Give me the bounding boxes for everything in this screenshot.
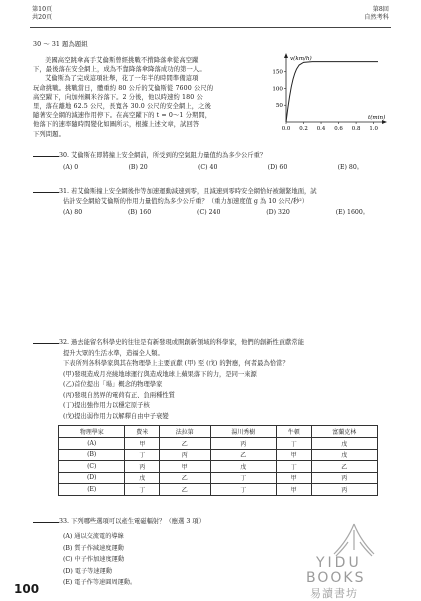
table-cell: (A) [59, 438, 125, 450]
passage-line: 隨著安全網的減速作用停下。在高空躍下的 t = 0～1 分期間， [33, 112, 212, 120]
option-b[interactable]: (B) 160 [128, 209, 152, 216]
option-d[interactable]: (D) 60 [267, 164, 288, 171]
table-row[interactable] [59, 438, 378, 450]
passage-line: 高空躍下，向加州鋼米谷落下。2 分後，他以時速約 180 公 [33, 93, 203, 101]
table-cell: (E) [59, 484, 125, 496]
option-b[interactable]: (B) 20 [128, 164, 148, 171]
option-b[interactable]: (B) 質子作減速度運動 [63, 544, 124, 552]
x-tick-label: 0.0 [281, 126, 291, 132]
page-total: 共20頁 [32, 14, 53, 21]
option-c[interactable]: (C) 240 [197, 209, 221, 216]
passage-line: 下，最後落在安全網上，成為不靠降落傘降落成功的第一人。 [33, 66, 206, 74]
table-row[interactable] [59, 484, 378, 496]
table-cell: 丁 [276, 461, 311, 473]
exam-subject: 自然考科 [364, 14, 389, 21]
exam-round: 第8回 [372, 6, 389, 13]
y-tick-label: 100 [272, 86, 283, 93]
answer-blank-33[interactable] [33, 516, 59, 523]
page-counter: 第10頁 [32, 6, 53, 13]
table-cell: 甲 [276, 449, 311, 461]
option-e[interactable]: (E) 1600。 [335, 209, 369, 216]
option-d[interactable]: (D) 電子等速運動 [63, 567, 112, 575]
section-title: 30 ～ 31 題為題組 [33, 41, 88, 48]
question-32-line: 下表所列各科學家與其在物理學上主要貢獻 (甲) 至 (戊) 的對應，何者最為恰當？ [63, 360, 289, 367]
table-cell: 甲 [160, 461, 211, 473]
watermark-line-2: BOOKS [306, 570, 366, 586]
table-cell: 丁 [276, 438, 311, 450]
table-header-cell: 費米 [125, 426, 160, 438]
header-left [32, 6, 52, 22]
contribution-yi: (乙)首位提出「場」概念的物理學家 [63, 381, 163, 388]
passage-line: 里，落在離地 62.5 公尺，長寬各 30.0 公尺的安全網上，之後 [33, 103, 211, 111]
header-divider [30, 27, 391, 28]
table-cell: 戊 [125, 472, 160, 484]
question-33 [33, 516, 205, 527]
table-cell: (C) [59, 461, 125, 473]
option-a[interactable]: (A) 80 [63, 209, 83, 216]
contribution-jia: (甲)發現造成月亮繞地球運行與造成地球上蘋果落下的力，是同一來源 [63, 370, 257, 378]
table-cell: (B) [59, 449, 125, 461]
velocity-curve [286, 62, 378, 122]
question-31 [33, 186, 317, 206]
table-cell: (D) [59, 472, 125, 484]
question-32 [33, 337, 304, 422]
graph-axes [284, 53, 387, 124]
table-cell: 甲 [276, 484, 311, 496]
answer-blank-32[interactable] [33, 337, 59, 344]
header-right [364, 6, 389, 22]
option-a[interactable]: (A) 通以交流電的導線 [63, 533, 124, 540]
table-cell: 丙 [125, 461, 160, 473]
table-cell: 丁 [210, 472, 276, 484]
question-32-line: 提升大眾的生活水準，造福全人類。 [63, 349, 164, 357]
table-cell: 丙 [311, 472, 378, 484]
x-tick-label: 0.4 [316, 126, 326, 132]
table-row[interactable] [59, 449, 378, 461]
passage-line: 美國高空跳傘高手艾倫斯曾經挑戰不揹降落傘從高空躍 [45, 57, 199, 64]
table-cell: 乙 [160, 472, 211, 484]
y-tick-label: 150 [272, 69, 283, 76]
question-30-options [63, 163, 363, 172]
x-tick-label: 1.0 [369, 126, 378, 132]
table-cell: 丁 [125, 484, 160, 496]
velocity-time-graph [266, 52, 396, 142]
table-header-cell: 物理學家 [59, 426, 125, 438]
question-30-stem: 30. 艾倫斯在即將撞上安全網前，所受到的空氣阻力量值約為多少公斤重？ [59, 152, 267, 159]
option-d[interactable]: (D) 320 [266, 209, 290, 216]
passage-line: 艾倫斯為了完成這項壯舉，花了一年半的時間準備這項 [45, 75, 199, 83]
table-cell: 丙 [210, 438, 276, 450]
y-tick-label: 50 [275, 103, 283, 110]
question-32-line: 32. 過去能留名科學史的往往是有新發現或開創新領域的科學家，他們的創新性貢獻常能 [59, 339, 305, 346]
watermark-line-1: YIDU [316, 555, 362, 571]
page-number: 100 [14, 582, 40, 596]
passage [33, 56, 268, 139]
answer-blank-30[interactable] [33, 150, 59, 157]
table-row[interactable] [59, 461, 378, 473]
table-header-cell: 法拉第 [160, 426, 211, 438]
x-tick-label: 0.8 [351, 126, 361, 132]
table-cell: 甲 [125, 438, 160, 450]
question-33-stem: 33. 下列哪些選項可以產生電磁輻射？（應選 3 項） [59, 518, 205, 525]
table-header-cell: 湯川秀樹 [210, 426, 276, 438]
question-31-line-1: 31. 若艾倫斯撞上安全網後作等加速運動減速到零，且減速到零時安全網恰好被繃緊地面，試 [59, 188, 317, 195]
y-axis-arrow [284, 53, 288, 58]
table-cell: 乙 [311, 461, 378, 473]
y-axis-label: v(km/h) [290, 56, 312, 62]
contribution-ding: (丁)提出強作用力以穩定原子核 [63, 402, 150, 409]
passage-line: 玩命挑戰。挑戰當日，體重約 80 公斤的艾倫斯從 7600 公尺的 [33, 84, 214, 92]
option-e[interactable]: (E) 電子作等速圓周運動。 [63, 579, 137, 586]
answer-blank-31[interactable] [33, 186, 59, 193]
option-a[interactable]: (A) 0 [63, 164, 79, 171]
table-row[interactable] [59, 472, 378, 484]
table-cell: 丙 [311, 484, 378, 496]
table-header-cell: 牛頓 [276, 426, 311, 438]
contribution-wu: (戊)提出弱作用力以解釋自由中子衰變 [63, 412, 169, 420]
question-33-options [63, 531, 136, 589]
table-cell: 戊 [311, 438, 378, 450]
table-header-cell: 富蘭克林 [311, 426, 378, 438]
question-30 [33, 150, 266, 161]
table-cell: 戊 [311, 449, 378, 461]
option-e[interactable]: (E) 80。 [337, 164, 363, 171]
table-cell: 丁 [125, 449, 160, 461]
question-31-line-2: 估計安全網給艾倫斯的作用力量值約為多少公斤重？（重力加速度值 g 為 10 公尺/秒²） [63, 197, 309, 205]
passage-line: 下列問題。 [33, 130, 65, 138]
x-axis-label: t(min) [368, 115, 386, 121]
option-c[interactable]: (C) 中子作加速度運動 [63, 556, 125, 563]
table-cell: 丁 [210, 484, 276, 496]
scientist-table [58, 425, 378, 496]
passage-line: 他落下的速率隨時間變化如圖所示，根據上述文章，試回答 [33, 121, 200, 129]
table-header-row [59, 426, 378, 438]
table-cell: 戊 [210, 461, 276, 473]
option-c[interactable]: (C) 40 [197, 164, 218, 171]
table-cell: 乙 [160, 484, 211, 496]
question-31-options [63, 208, 369, 217]
x-tick-label: 0.2 [299, 126, 308, 132]
table-cell: 乙 [160, 438, 211, 450]
table-cell: 甲 [276, 472, 311, 484]
table-cell: 乙 [210, 449, 276, 461]
table-cell: 丙 [160, 449, 211, 461]
contribution-bing: (丙)發現自然界的電荷有正、負兩種性質 [63, 391, 175, 399]
watermark-line-3: 易讀書坊 [310, 587, 358, 600]
x-tick-label: 0.6 [334, 126, 343, 132]
